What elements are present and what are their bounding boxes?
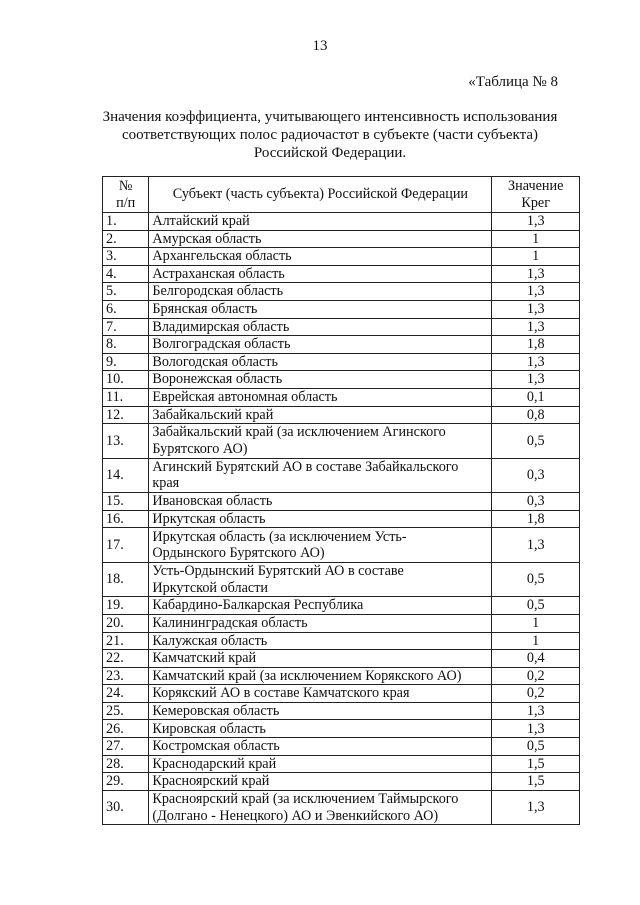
row-number: 28. xyxy=(103,755,149,773)
table-row xyxy=(103,562,580,597)
row-value: 0,3 xyxy=(492,458,580,493)
row-subject-line: Калужская область xyxy=(152,632,268,649)
row-value: 1,5 xyxy=(492,773,580,791)
row-subject-line: Усть-Ордынский Бурятский АО в составе xyxy=(152,563,404,580)
row-subject-line: Бурятского АО) xyxy=(152,440,248,457)
row-number: 4. xyxy=(103,265,149,283)
row-number: 25. xyxy=(103,702,149,720)
header-number xyxy=(103,177,149,213)
page-number: 13 xyxy=(312,38,328,54)
row-number: 22. xyxy=(103,650,149,668)
row-subject-line: Камчатский край (за исключением Корякского АО) xyxy=(152,667,462,684)
row-value: 1,3 xyxy=(492,702,580,720)
table-row xyxy=(103,388,580,406)
row-subject-line: Владимирская область xyxy=(152,318,290,335)
row-number: 8. xyxy=(103,336,149,354)
row-number: 29. xyxy=(103,773,149,791)
row-number: 27. xyxy=(103,738,149,756)
table-label: «Таблица № 8 xyxy=(468,74,558,90)
table-row xyxy=(103,720,580,738)
table-body xyxy=(103,213,580,825)
row-number: 21. xyxy=(103,632,149,650)
table-row xyxy=(103,336,580,354)
row-value: 1 xyxy=(492,248,580,266)
row-number: 9. xyxy=(103,353,149,371)
table-row xyxy=(103,650,580,668)
row-subject-line: Брянская область xyxy=(152,301,258,318)
row-subject-line: Корякский АО в составе Камчатского края xyxy=(152,685,410,702)
row-subject xyxy=(149,685,492,703)
row-subject-line: Амурская область xyxy=(152,230,262,247)
row-subject-line: Алтайский край xyxy=(152,213,250,230)
table-row xyxy=(103,528,580,563)
row-number: 1. xyxy=(103,213,149,231)
row-subject xyxy=(149,318,492,336)
row-subject-line: Красноярский край xyxy=(152,773,270,790)
row-value: 1 xyxy=(492,632,580,650)
row-subject-line: Агинский Бурятский АО в составе Забайкальского xyxy=(152,458,459,475)
row-subject-line: Ордынского Бурятского АО) xyxy=(152,545,325,562)
row-number: 6. xyxy=(103,300,149,318)
row-subject xyxy=(149,371,492,389)
row-subject xyxy=(149,248,492,266)
row-subject xyxy=(149,336,492,354)
row-value: 1,8 xyxy=(492,510,580,528)
row-number: 7. xyxy=(103,318,149,336)
row-value: 0,2 xyxy=(492,667,580,685)
table-row xyxy=(103,406,580,424)
row-value: 1 xyxy=(492,230,580,248)
row-value: 1,3 xyxy=(492,283,580,301)
table-row xyxy=(103,230,580,248)
row-value: 1,5 xyxy=(492,755,580,773)
row-number: 5. xyxy=(103,283,149,301)
row-number: 3. xyxy=(103,248,149,266)
row-value: 0,4 xyxy=(492,650,580,668)
row-subject xyxy=(149,720,492,738)
row-value: 1 xyxy=(492,614,580,632)
header-number-line1: № xyxy=(118,178,133,194)
row-number: 13. xyxy=(103,424,149,459)
header-value-line2: Крег xyxy=(521,194,551,211)
row-value: 0,5 xyxy=(492,597,580,615)
table-row xyxy=(103,755,580,773)
row-number: 30. xyxy=(103,790,149,825)
row-number: 16. xyxy=(103,510,149,528)
row-subject xyxy=(149,597,492,615)
row-subject xyxy=(149,614,492,632)
title-line: соответствующих полос радиочастот в субъекте (части субъекта) xyxy=(122,127,538,143)
row-subject xyxy=(149,510,492,528)
row-value: 1,3 xyxy=(492,528,580,563)
table-row xyxy=(103,248,580,266)
table-row xyxy=(103,283,580,301)
table-row xyxy=(103,597,580,615)
row-number: 11. xyxy=(103,388,149,406)
row-number: 15. xyxy=(103,493,149,511)
row-subject-line: Ивановская область xyxy=(152,493,273,510)
header-number-line2: п/п xyxy=(116,194,136,211)
row-value: 0,5 xyxy=(492,738,580,756)
row-subject xyxy=(149,230,492,248)
row-subject xyxy=(149,773,492,791)
row-value: 0,5 xyxy=(492,562,580,597)
table-row xyxy=(103,353,580,371)
row-subject-line: Еврейская автономная область xyxy=(152,388,338,405)
row-value: 1,3 xyxy=(492,371,580,389)
row-value: 0,3 xyxy=(492,493,580,511)
coefficient-table xyxy=(102,176,580,825)
row-value: 1,3 xyxy=(492,213,580,231)
header-value-line1: Значение xyxy=(508,178,564,194)
table-row xyxy=(103,614,580,632)
row-subject-line: Красноярский край (за исключением Таймырского xyxy=(152,791,459,808)
row-subject xyxy=(149,493,492,511)
row-subject xyxy=(149,283,492,301)
row-subject-line: Кировская область xyxy=(152,720,266,737)
row-subject xyxy=(149,388,492,406)
row-subject-line: (Долгано - Ненецкого) АО и Эвенкийского АО) xyxy=(152,807,439,824)
table-row xyxy=(103,773,580,791)
row-subject-line: Иркутской области xyxy=(152,579,268,596)
table-row xyxy=(103,510,580,528)
row-number: 2. xyxy=(103,230,149,248)
row-value: 1,3 xyxy=(492,265,580,283)
row-number: 14. xyxy=(103,458,149,493)
row-subject-line: Костромская область xyxy=(152,738,280,755)
row-subject-line: Кабардино-Балкарская Республика xyxy=(152,597,364,614)
row-value: 1,3 xyxy=(492,353,580,371)
table-header-row xyxy=(103,177,580,213)
header-subject: Субъект (часть субъекта) Российской Федерации xyxy=(149,177,492,213)
table-row xyxy=(103,685,580,703)
table-row xyxy=(103,493,580,511)
row-subject-line: Архангельская область xyxy=(152,248,292,265)
row-value: 0,5 xyxy=(492,424,580,459)
row-value: 1,8 xyxy=(492,336,580,354)
header-value xyxy=(492,177,580,213)
row-number: 19. xyxy=(103,597,149,615)
row-subject xyxy=(149,213,492,231)
row-subject xyxy=(149,667,492,685)
row-subject-line: Воронежская область xyxy=(152,371,283,388)
table-row xyxy=(103,300,580,318)
row-number: 17. xyxy=(103,528,149,563)
row-number: 18. xyxy=(103,562,149,597)
row-number: 26. xyxy=(103,720,149,738)
row-value: 1,3 xyxy=(492,790,580,825)
row-number: 20. xyxy=(103,614,149,632)
table-row xyxy=(103,632,580,650)
row-subject-line: Забайкальский край (за исключением Агинского xyxy=(152,424,446,441)
row-subject xyxy=(149,632,492,650)
row-subject xyxy=(149,562,492,597)
title-line: Значения коэффициента, учитывающего интенсивность использования xyxy=(102,109,558,125)
table-row xyxy=(103,702,580,720)
row-number: 23. xyxy=(103,667,149,685)
row-subject-line: Белгородская область xyxy=(152,283,284,300)
row-subject xyxy=(149,738,492,756)
row-value: 1,3 xyxy=(492,300,580,318)
table-row xyxy=(103,738,580,756)
row-subject-line: Волгоградская область xyxy=(152,336,291,353)
row-subject-line: Краснодарский край xyxy=(152,755,277,772)
row-subject xyxy=(149,702,492,720)
title-line: Российской Федерации. xyxy=(253,145,407,161)
row-number: 24. xyxy=(103,685,149,703)
row-number: 12. xyxy=(103,406,149,424)
table-row xyxy=(103,213,580,231)
row-subject-line: Иркутская область xyxy=(152,510,266,527)
row-number: 10. xyxy=(103,371,149,389)
row-subject-line: Камчатский край xyxy=(152,650,257,667)
row-value: 0,2 xyxy=(492,685,580,703)
table-row xyxy=(103,458,580,493)
document-title xyxy=(80,108,580,162)
table-row xyxy=(103,667,580,685)
row-subject-line: Кемеровская область xyxy=(152,702,280,719)
row-subject-line: Вологодская область xyxy=(152,353,278,370)
row-value: 1,3 xyxy=(492,318,580,336)
row-subject xyxy=(149,265,492,283)
table-row xyxy=(103,265,580,283)
row-subject-line: Калининградская область xyxy=(152,614,308,631)
row-subject xyxy=(149,353,492,371)
table-row xyxy=(103,424,580,459)
row-value: 0,8 xyxy=(492,406,580,424)
row-value: 1,3 xyxy=(492,720,580,738)
table-row xyxy=(103,318,580,336)
row-subject xyxy=(149,755,492,773)
row-subject xyxy=(149,424,492,459)
table-row xyxy=(103,790,580,825)
row-subject-line: Иркутская область (за исключением Усть- xyxy=(152,528,407,545)
row-subject-line: Астраханская область xyxy=(152,265,285,282)
row-subject xyxy=(149,406,492,424)
table-row xyxy=(103,371,580,389)
row-subject xyxy=(149,650,492,668)
row-subject xyxy=(149,300,492,318)
row-subject xyxy=(149,528,492,563)
row-subject-line: края xyxy=(152,475,180,492)
row-subject xyxy=(149,458,492,493)
row-value: 0,1 xyxy=(492,388,580,406)
row-subject xyxy=(149,790,492,825)
row-subject-line: Забайкальский край xyxy=(152,406,274,423)
